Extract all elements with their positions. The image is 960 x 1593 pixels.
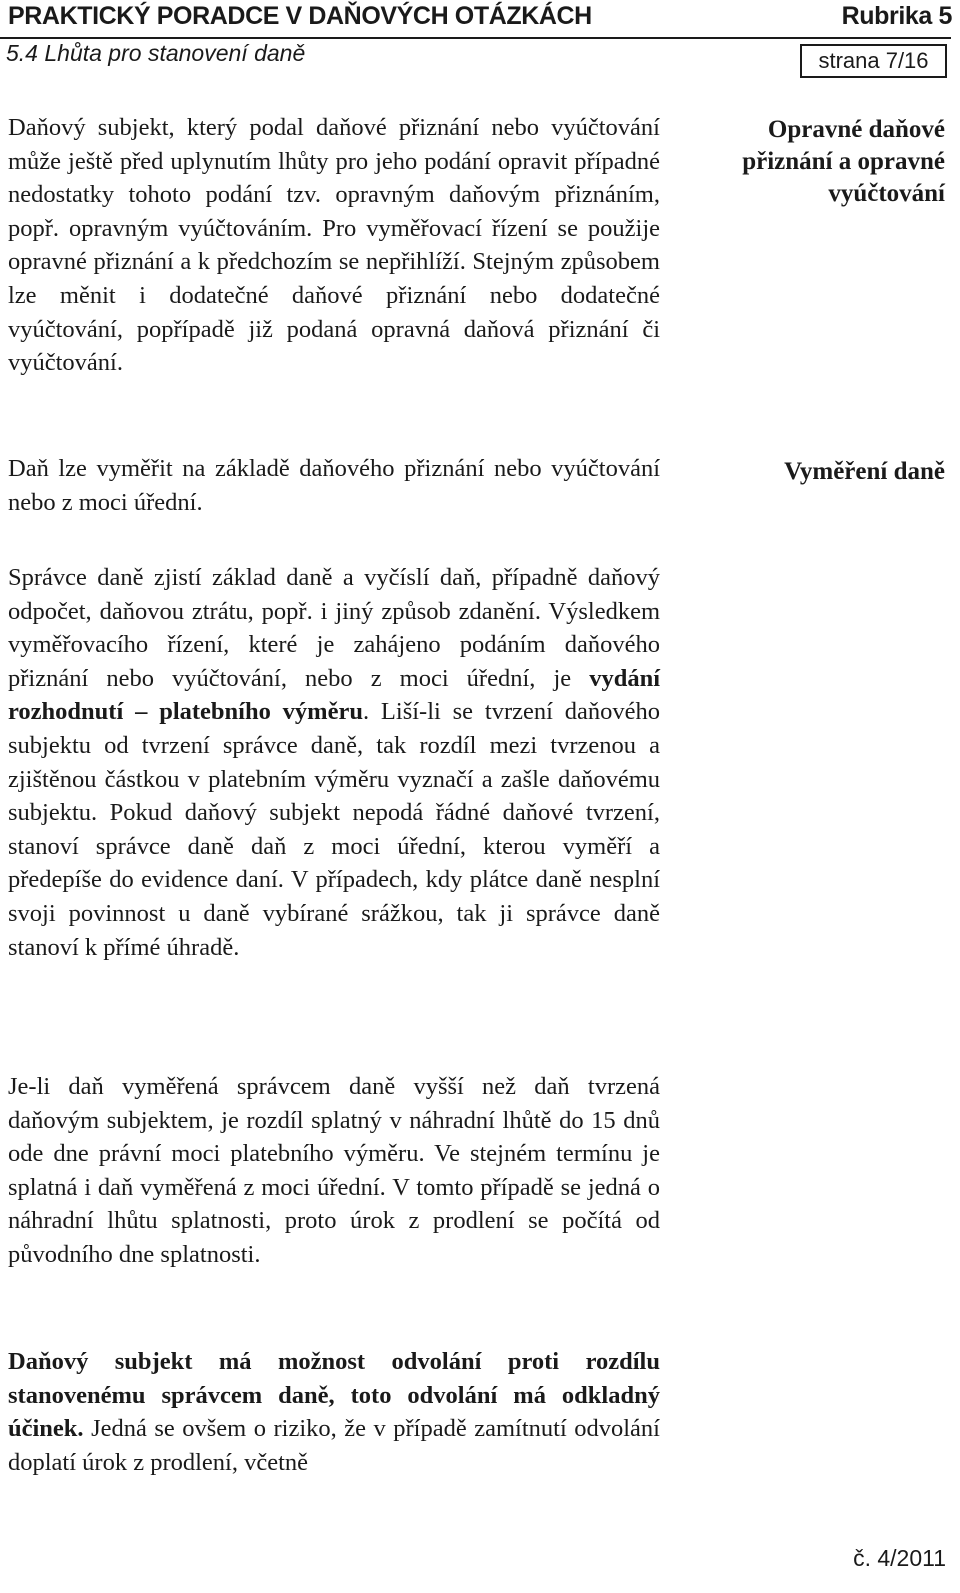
page-number-box: strana 7/16	[800, 44, 947, 78]
page-header	[0, 0, 960, 80]
header-divider	[0, 37, 951, 39]
section-title: 5.4 Lhůta pro stanovení daně	[6, 40, 306, 66]
bold-emphasis: Daňový subjekt má možnost odvolání proti rozdílu stanovenému správcem daně, toto odvolání má odkladný účinek.	[8, 1348, 660, 1443]
paragraph-text: Správce daně zjistí základ daně a vyčíslí daň, případně daňový odpočet, daňovou ztrátu, popř. i jiný způsob zdanění. Výsledkem vyměřovacího řízení, které je zahájeno podáním daňového přiznání nebo vyúčtování, nebo z moci úřední, je	[8, 564, 660, 692]
paragraph-odvolani	[8, 1345, 660, 1479]
side-heading-opravne: Opravné daňové přiznání a opravné vyúčtování	[742, 116, 945, 207]
paragraph-text: Jedná se ovšem o riziko, že v případě zamítnutí odvolání doplatí úrok z prodlení, včetně	[8, 1415, 660, 1476]
paragraph-text: . Liší-li se tvrzení daňového subjektu od tvrzení správce daně, tak rozdíl mezi tvrzenou a zjištěnou částkou v platebním výměru vyznačí a zašle daňovému subjektu. Pokud daňový subjekt nepodá řádné daňové tvrzení, stanoví správce daně daň z moci úřední, kterou vyměří a předepíše do evidence daní. V případech, kdy plátce daně nesplní svoji povinnost u daně vybírané srážkou, tak ji správce daně stanoví k přímé úhradě.	[8, 698, 660, 961]
issue-number: č. 4/2011	[853, 1545, 946, 1571]
publication-title: PRAKTICKÝ PORADCE V DAŇOVÝCH OTÁZKÁCH	[8, 2, 592, 30]
paragraph-spravce-dane	[8, 561, 660, 964]
side-heading-vymereni: Vyměření daně	[784, 458, 945, 485]
paragraph-nahradni-lhuta: Je-li daň vyměřená správcem daně vyšší než daň tvrzená daňovým subjektem, je rozdíl splatný v náhradní lhůtě do 15 dnů ode dne právní moci platebního výměru. Ve stejném termínu je splatná i daň vyměřená z moci úřední. V tomto případě se jedná o náhradní lhůtu splatnosti, proto úrok z prodlení se počítá od původního dne splatnosti.	[8, 1073, 660, 1268]
rubrika-label: Rubrika 5	[841, 2, 952, 30]
paragraph-opravne-priznani: Daňový subjekt, který podal daňové přiznání nebo vyúčtování může ještě před uplynutím lhůty pro jeho podání opravit případné nedostatky tohoto podání tzv. opravným daňovým přiznáním, popř. opravným vyúčtováním. Pro vyměřovací řízení se použije opravné přiznání a k předchozím se nepřihlíží. Stejným způsobem lze měnit i dodatečné daňové přiznání nebo dodatečné vyúčtování, popřípadě již podaná opravná daňová přiznání či vyúčtování.	[8, 114, 660, 377]
bold-emphasis: vydání rozhodnutí – platebního výměru	[8, 664, 660, 726]
paragraph-vymereni-intro: Daň lze vyměřit na základě daňového přiznání nebo vyúčtování nebo z moci úřední.	[8, 455, 660, 516]
